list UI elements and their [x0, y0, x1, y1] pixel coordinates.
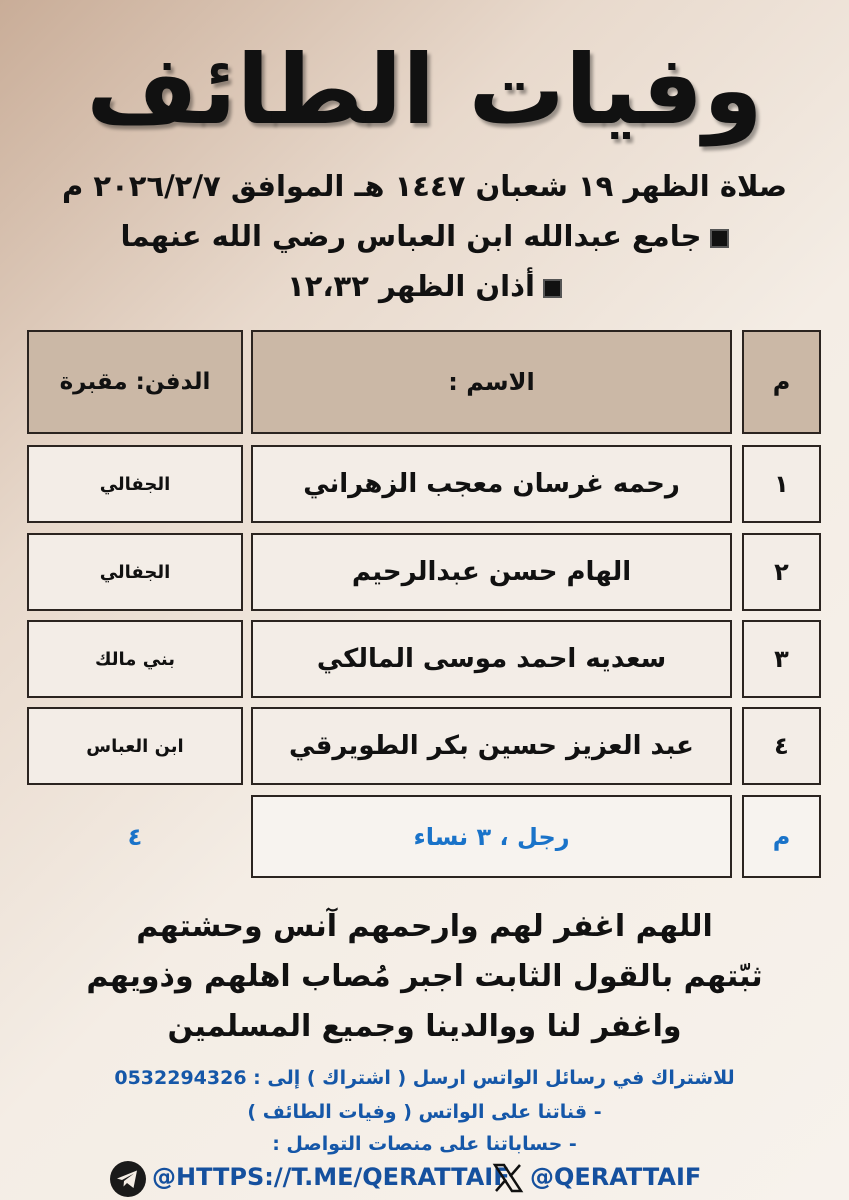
- adhan-time: أذان الظهر ١٢،٣٢: [287, 269, 535, 303]
- header-num: م: [742, 330, 821, 434]
- header-burial: الدفن: مقبرة: [27, 330, 243, 434]
- row-1-burial: الجفالي: [27, 445, 243, 523]
- subscribe-line: للاشتراك في رسائل الواتس ارسل ( اشتراك ) إلى : 0532294326: [114, 1067, 735, 1089]
- prayer-line-1: اللهم اغفر لهم وارحمهم آنس وحشتهم: [136, 909, 713, 944]
- summary-total: ٤: [127, 822, 143, 851]
- row-2-name: الهام حسن عبدالرحيم: [251, 533, 732, 611]
- prayer-line-3: واغفر لنا ووالدينا وجميع المسلمين: [167, 1009, 682, 1044]
- summary-count: رجل ، ٣ نساء: [251, 795, 732, 878]
- summary-num: م: [742, 795, 821, 878]
- row-4-num: ٤: [742, 707, 821, 785]
- telegram-icon[interactable]: [109, 1160, 147, 1198]
- mosque-line: [0, 216, 849, 256]
- row-3-num: ٣: [742, 620, 821, 698]
- row-3-burial: بني مالك: [27, 620, 243, 698]
- x-handle[interactable]: @QERATTAIF: [530, 1163, 702, 1191]
- bullet-square-icon: [543, 279, 562, 298]
- prayer-time-line: صلاة الظهر ١٩ شعبان ١٤٤٧ هـ الموافق ٢٠٢٦/٢/٧ م: [62, 169, 787, 203]
- row-4-burial: ابن العباس: [27, 707, 243, 785]
- page-title: وفيات الطائف: [86, 34, 763, 146]
- whatsapp-channel-line: - قناتنا على الواتس ( وفيات الطائف ): [247, 1101, 602, 1123]
- bullet-square-icon: [710, 229, 729, 248]
- x-icon[interactable]: [492, 1162, 524, 1194]
- row-4-name: عبد العزيز حسين بكر الطويرقي: [251, 707, 732, 785]
- prayer-line-2: ثبّتهم بالقول الثابت اجبر مُصاب اهلهم وذويهم: [86, 959, 763, 994]
- social-accounts-line: - حساباتنا على منصات التواصل :: [272, 1133, 577, 1155]
- row-2-burial: الجفالي: [27, 533, 243, 611]
- row-2-num: ٢: [742, 533, 821, 611]
- telegram-link[interactable]: @HTTPS://T.ME/QERATTAIF: [152, 1163, 510, 1191]
- row-3-name: سعديه احمد موسى المالكي: [251, 620, 732, 698]
- header-name: الاسم :: [251, 330, 732, 434]
- row-1-name: رحمه غرسان معجب الزهراني: [251, 445, 732, 523]
- adhan-line: [0, 266, 849, 306]
- row-1-num: ١: [742, 445, 821, 523]
- mosque-name: جامع عبدالله ابن العباس رضي الله عنهما: [120, 219, 702, 253]
